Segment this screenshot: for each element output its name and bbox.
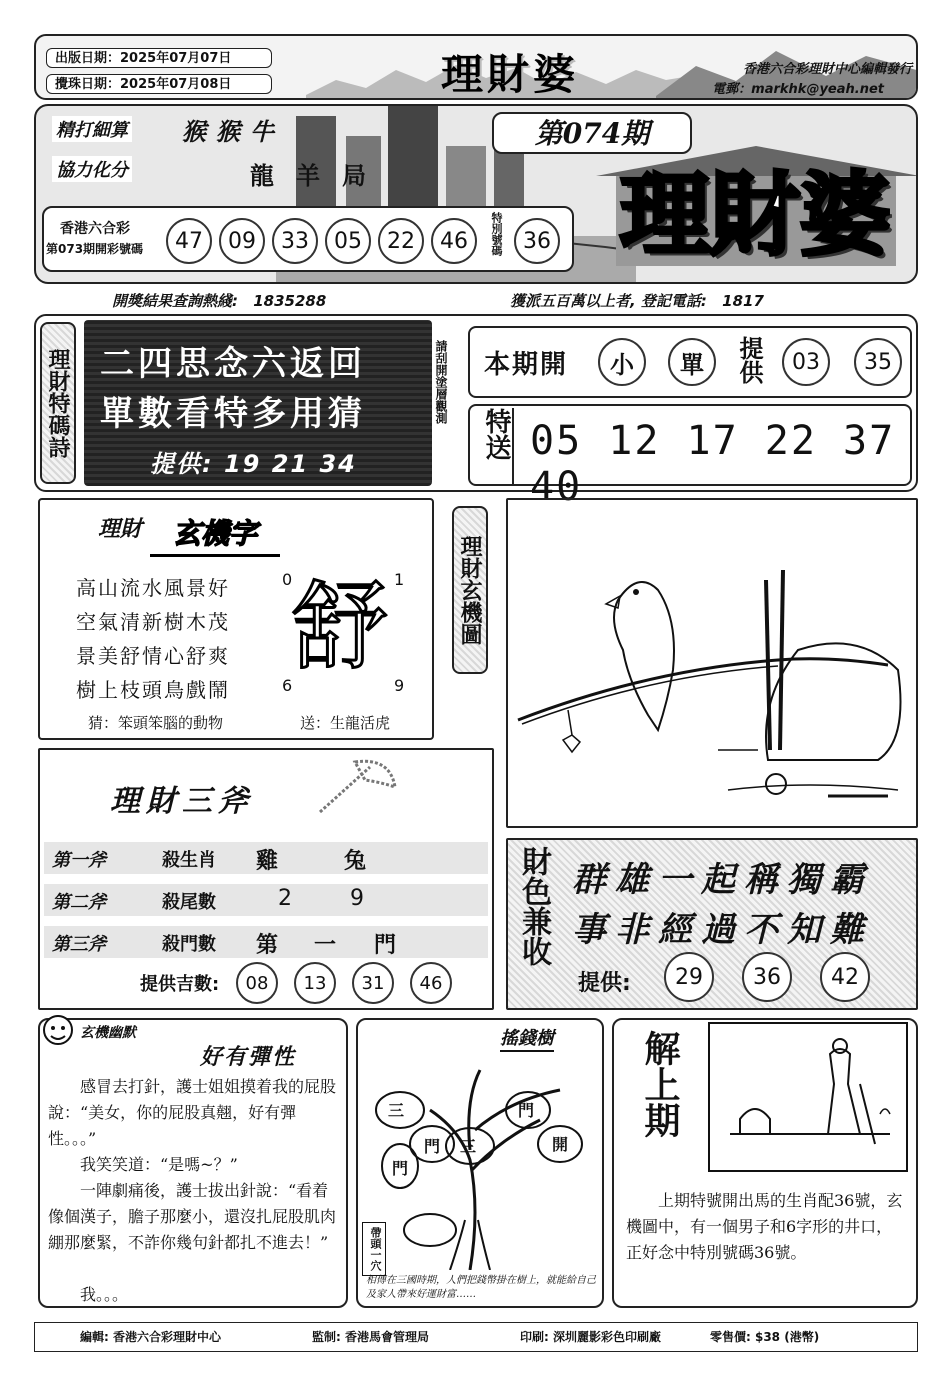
money-tree-illustration bbox=[360, 1040, 600, 1270]
register-label: 獲派五百萬以上者, 登記電話: bbox=[510, 292, 707, 310]
big-title: 理財婆 bbox=[620, 162, 890, 268]
slogan-4: 龍羊局 bbox=[250, 161, 388, 190]
axe-row-3-label: 第三斧 bbox=[52, 934, 106, 955]
issue-ball-35: 35 bbox=[854, 338, 902, 386]
lucky-ball-3: 31 bbox=[352, 962, 394, 1004]
special-ball: 36 bbox=[514, 218, 560, 264]
lucky-label: 提供吉數: bbox=[140, 974, 220, 995]
scratch-note: 請刮開塗層觀測 bbox=[434, 340, 448, 424]
wealth-provide-label: 提供: bbox=[578, 971, 631, 996]
publish-date-row bbox=[46, 48, 272, 68]
tree-title: 搖錢樹 bbox=[500, 1024, 554, 1052]
result-label-2: 第073期開彩號碼 bbox=[46, 242, 144, 256]
axe-row-1-action: 殺生肖 bbox=[162, 850, 216, 871]
parrot-illustration bbox=[508, 500, 916, 826]
humor-para-3: 一陣劇痛後，護士拔出針說：“看着像個漢子，膽子那麼小，還沒扎屁股肌肉綳那麼緊，不詐你幾句針都扎不進去！” bbox=[48, 1181, 337, 1252]
tree-fruit-2: 門 bbox=[518, 1101, 535, 1120]
wealth-ball-2: 36 bbox=[742, 952, 792, 1002]
result-ball-6: 46 bbox=[431, 218, 477, 264]
lucky-ball-1: 08 bbox=[236, 962, 278, 1004]
three-axes-title: 理財三斧 bbox=[110, 784, 254, 819]
publish-date-label: 出版日期： bbox=[55, 51, 121, 66]
special-number-label: 特別號碼 bbox=[490, 212, 503, 256]
picture-side-label: 理財玄機圖 bbox=[452, 506, 488, 674]
result-ball-5: 22 bbox=[378, 218, 424, 264]
footer-price: 零售價: $38 (港幣) bbox=[710, 1330, 820, 1344]
cartoon-face-icon bbox=[36, 1010, 80, 1050]
axe-row-2-v2: 9 bbox=[350, 886, 364, 911]
mystery-title: 玄機字 bbox=[150, 514, 280, 557]
tree-fruit-3: 開 bbox=[552, 1135, 569, 1154]
mystery-line-4: 樹上枝頭鳥戲鬧 bbox=[76, 678, 230, 702]
humor-header: 玄機幽默 bbox=[80, 1025, 136, 1041]
register-number: 1817 bbox=[722, 292, 764, 310]
query-label: 開獎結果查詢熱綫: bbox=[112, 292, 238, 310]
wealth-line-1: 群雄一起稱獨霸 bbox=[572, 860, 873, 900]
axe-row-2-label: 第二斧 bbox=[52, 892, 106, 913]
publish-date: 2025年07月07日 bbox=[120, 51, 232, 66]
lucky-ball-4: 46 bbox=[410, 962, 452, 1004]
hotline-left bbox=[112, 290, 326, 311]
draw-date-row bbox=[46, 74, 272, 94]
wealth-line-2: 事非經過不知難 bbox=[572, 910, 873, 950]
mystery-guess: 猜：笨頭笨腦的動物 bbox=[88, 714, 224, 732]
mystery-line-3: 景美舒情心舒爽 bbox=[76, 644, 230, 668]
footer-editor: 編輯: 香港六合彩理財中心 bbox=[80, 1330, 221, 1344]
wealth-ball-3: 42 bbox=[820, 952, 870, 1002]
axe-row-3-v2: 一 bbox=[314, 932, 337, 958]
special-send-numbers: 05 12 17 22 37 40 bbox=[530, 418, 896, 510]
footer-supervisor: 監制: 香港馬會管理局 bbox=[312, 1330, 429, 1344]
poem-provide: 提供: 19 21 34 bbox=[150, 450, 357, 478]
answer-text: 上期特號開出馬的生肖配36號，玄機圖中，有一個男子和6字形的井口，正好念中特別號碼36號。 bbox=[626, 1191, 903, 1262]
axe-row-3-v3: 門 bbox=[374, 932, 397, 958]
axe-row-3-v1: 第 bbox=[256, 932, 279, 958]
tree-tag: 帶頭一穴 bbox=[362, 1222, 386, 1276]
issue-ball-small: 小 bbox=[598, 338, 646, 386]
wealth-ball-1: 29 bbox=[664, 952, 714, 1002]
tree-caption: 相傳在三國時期，人們把錢幣掛在樹上，就能給自己及家人帶來好運財富…… bbox=[366, 1275, 596, 1300]
mystery-corner-br: 9 bbox=[394, 676, 405, 695]
axe-icon bbox=[300, 752, 410, 822]
axe-row-2 bbox=[44, 884, 488, 916]
result-ball-4: 05 bbox=[325, 218, 371, 264]
wealth-side-label: 財色兼收 bbox=[516, 846, 551, 966]
mystery-line-1: 高山流水風景好 bbox=[76, 576, 230, 600]
draw-date-label: 攪珠日期： bbox=[55, 77, 121, 92]
tree-fruit-4: 三 bbox=[460, 1137, 477, 1156]
lucky-ball-2: 13 bbox=[294, 962, 336, 1004]
publisher-line: 香港六合彩理財中心編輯發行 bbox=[742, 62, 912, 77]
this-issue-label: 本期開 bbox=[484, 350, 569, 380]
axe-row-1-label: 第一斧 bbox=[52, 850, 106, 871]
hotline-right bbox=[510, 290, 764, 311]
mystery-send: 送：生龍活虎 bbox=[300, 714, 391, 732]
mystery-big-char: 舒 bbox=[292, 571, 388, 683]
mystery-corner-tl: 0 bbox=[282, 570, 293, 589]
tree-fruit-1: 三 bbox=[388, 1101, 405, 1120]
issue-ball-odd: 單 bbox=[668, 338, 716, 386]
axe-row-1-v2: 兔 bbox=[344, 848, 367, 874]
axe-row-2-action: 殺尾數 bbox=[162, 892, 216, 913]
poem-side-label: 理財特碼詩 bbox=[40, 322, 76, 484]
mystery-line-2: 空氣清新樹木茂 bbox=[76, 610, 230, 634]
email-line: 電郵：markhk@yeah.net bbox=[712, 82, 884, 97]
mystery-corner-tr: 1 bbox=[394, 570, 405, 589]
tree-fruit-5: 門 bbox=[392, 1159, 409, 1178]
humor-para-2: 我笑笑道：“是嗎~？” bbox=[80, 1155, 238, 1174]
result-ball-3: 33 bbox=[272, 218, 318, 264]
footer-printer: 印刷: 深圳麗影彩色印刷廠 bbox=[520, 1330, 661, 1344]
issue-ball-03: 03 bbox=[782, 338, 830, 386]
issue-number: 第074期 bbox=[492, 112, 692, 154]
mystery-corner-bl: 6 bbox=[282, 676, 293, 695]
humor-title: 好有彈性 bbox=[200, 1044, 297, 1070]
result-ball-1: 47 bbox=[166, 218, 212, 264]
issue-provide-label: 提供 bbox=[735, 336, 764, 384]
humor-para-1: 感冒去打針，護士姐姐摸着我的屁股說：“美女，你的屁股真翹，好有彈性。。。” bbox=[48, 1077, 337, 1148]
man-and-well-illustration bbox=[710, 1024, 906, 1170]
axe-row-1-v1: 雞 bbox=[256, 848, 279, 874]
result-label-1: 香港六合彩 bbox=[60, 221, 130, 237]
mystery-title-prefix: 理財 bbox=[98, 516, 143, 542]
answer-title: 解上期 bbox=[639, 1030, 681, 1138]
query-number: 1835288 bbox=[253, 292, 327, 310]
slogan-1: 精打細算 bbox=[52, 116, 132, 142]
picture-panel bbox=[506, 498, 918, 828]
tree-fruit-6: 門 bbox=[424, 1137, 441, 1156]
special-send-label: 特送 bbox=[476, 408, 514, 484]
masthead-title: 理財婆 bbox=[440, 50, 579, 99]
humor-para-4: 我。。。 bbox=[80, 1285, 129, 1304]
result-ball-2: 09 bbox=[219, 218, 265, 264]
poem-line-1: 二四思念六返回 bbox=[100, 344, 366, 384]
axe-row-3-action: 殺門數 bbox=[162, 934, 216, 955]
draw-date: 2025年07月08日 bbox=[120, 77, 232, 92]
axe-row-2-v1: 2 bbox=[278, 886, 292, 911]
answer-picture bbox=[708, 1022, 908, 1172]
slogan-3: 協力化分 bbox=[52, 156, 132, 182]
slogan-2: 猴猴牛 bbox=[182, 117, 284, 146]
poem-line-2: 單數看特多用猜 bbox=[100, 394, 366, 434]
